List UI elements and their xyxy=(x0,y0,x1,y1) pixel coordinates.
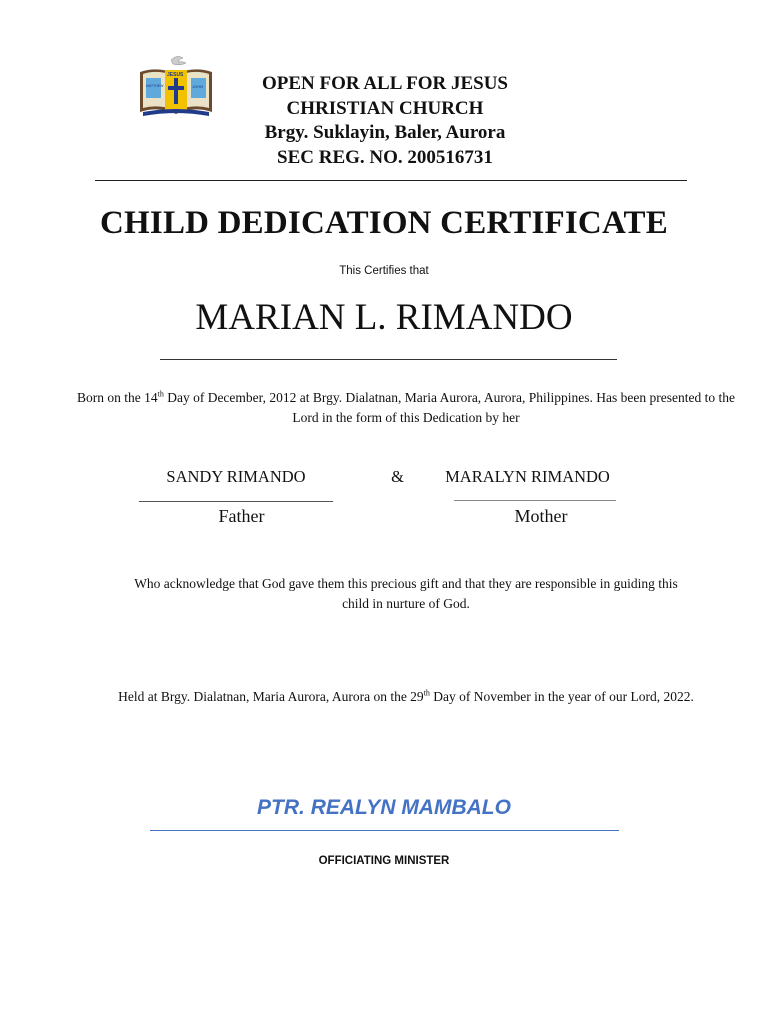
minister-name: PTR. REALYN MAMBALO xyxy=(257,796,511,819)
church-name-line2: CHRISTIAN CHURCH xyxy=(286,97,484,119)
certificate-title: CHILD DEDICATION CERTIFICATE xyxy=(100,205,668,241)
born-suffix: Day of December, 2012 at Brgy. Dialatnan, Maria Aurora, Aurora, Philippines. Has been presented to the Lord in the form of this Dedication by her xyxy=(163,390,736,425)
born-ordinal: th xyxy=(157,389,164,399)
church-name-line1: OPEN FOR ALL FOR JESUS xyxy=(262,73,508,94)
header-divider xyxy=(95,180,687,181)
born-prefix: Born on the 14 xyxy=(76,390,158,405)
father-signature-line xyxy=(139,501,333,502)
mother-name: MARALYN RIMANDO xyxy=(445,467,610,486)
church-header xyxy=(220,72,550,170)
church-address: Brgy. Suklayin, Baler, Aurora xyxy=(264,122,506,143)
logo-text-top: JESUS xyxy=(167,72,184,78)
mother-label: Mother xyxy=(514,506,568,526)
certifies-text: This Certifies that xyxy=(339,265,429,277)
child-name-underline xyxy=(160,359,617,360)
ampersand: & xyxy=(391,467,404,486)
church-logo xyxy=(137,54,215,120)
logo-text-right: JOHN xyxy=(192,84,203,89)
held-statement xyxy=(110,687,702,707)
minister-signature-line xyxy=(150,830,619,831)
held-ordinal: th xyxy=(423,688,430,698)
minister-title: OFFICIATING MINISTER xyxy=(318,855,450,867)
held-prefix: Held at Brgy. Dialatnan, Maria Aurora, Aurora on the 29 xyxy=(118,689,424,704)
sec-registration: SEC REG. NO. 200516731 xyxy=(277,146,493,168)
mother-signature-line xyxy=(454,500,616,501)
child-name: MARIAN L. RIMANDO xyxy=(195,297,573,338)
birth-statement xyxy=(70,388,742,428)
held-suffix: Day of November in the year of our Lord, 2022. xyxy=(429,689,694,704)
logo-text-left: MATTHEW xyxy=(146,84,164,88)
acknowledgement-statement: Who acknowledge that God gave them this precious gift and that they are responsible in guiding this child in nurture of God. xyxy=(134,576,678,611)
father-name: SANDY RIMANDO xyxy=(166,467,306,486)
father-label: Father xyxy=(218,506,265,526)
